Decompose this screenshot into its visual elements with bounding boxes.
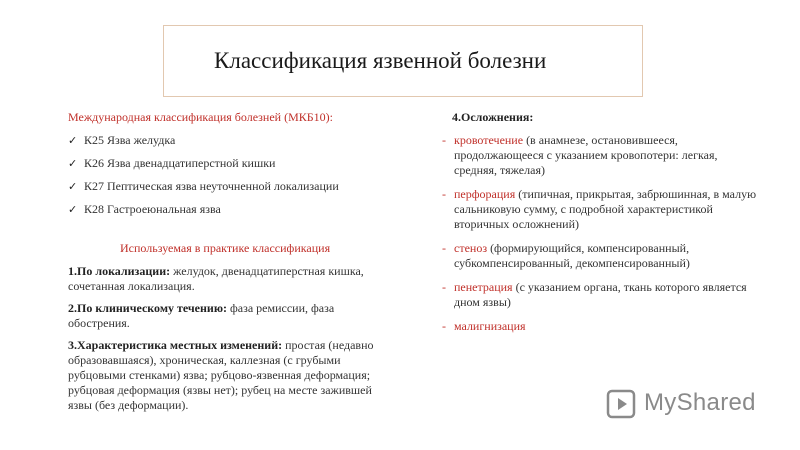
complication-term-bleeding: кровотечение <box>454 133 524 147</box>
clinical-course-paragraph <box>68 301 398 331</box>
list-item <box>68 179 398 194</box>
right-column <box>442 110 762 343</box>
mkb-item-k25: К25 Язва желудка <box>84 133 176 147</box>
title-box <box>163 25 643 97</box>
complication-term-perforation: перфорация <box>454 187 516 201</box>
mkb-item-k26: К26 Язва двенадцатиперстной кишки <box>84 156 276 170</box>
complication-desc-penetration: (с указанием органа, ткань которого является дном язвы) <box>454 280 747 309</box>
complication-desc-perforation: (типичная, прикрытая, забрюшинная, в малую сальниковую сумму, с подробной характеристикой вторичных осложнений) <box>454 187 757 231</box>
play-screen-icon <box>606 389 636 419</box>
complication-term-stenosis: стеноз <box>454 241 488 255</box>
localization-label: 1.По локализации: <box>68 264 171 278</box>
complication-item <box>442 319 762 334</box>
left-column <box>68 110 398 420</box>
checkmark-icon: ✓ <box>68 203 78 216</box>
list-item <box>68 133 398 148</box>
complication-item <box>442 280 762 310</box>
dash-bullet: - <box>442 133 446 147</box>
dash-bullet: - <box>442 280 446 294</box>
complications-heading: 4.Осложнения: <box>452 110 534 124</box>
clinical-course-label: 2.По клиническому течению: <box>68 301 227 315</box>
complication-desc-stenosis: (формирующийся, компенсированный, субкомпенсированный, декомпенсированный) <box>454 241 690 270</box>
practice-heading: Используемая в практике классификация <box>120 241 331 255</box>
local-changes-label: 3.Характеристика местных изменений: <box>68 338 283 352</box>
dash-bullet: - <box>442 241 446 255</box>
mkb-item-k28: К28 Гастроеюнальная язва <box>84 202 221 216</box>
list-item <box>68 202 398 217</box>
watermark-text: MyShared <box>644 389 756 416</box>
complication-item <box>442 133 762 178</box>
complication-term-penetration: пенетрация <box>454 280 513 294</box>
clinical-course-text: фаза ремиссии, фаза обострения. <box>68 301 335 330</box>
checkmark-icon: ✓ <box>68 157 78 170</box>
slide-title: Классификация язвенной болезни <box>214 48 547 73</box>
localization-text: желудок, двенадцатиперстная кишка, сочетанная локализация. <box>68 264 364 293</box>
checkmark-icon: ✓ <box>68 180 78 193</box>
myshared-watermark[interactable] <box>606 386 766 422</box>
mkb-item-k27: К27 Пептическая язва неуточненной локализации <box>84 179 339 193</box>
local-changes-text: простая (недавно образовавшаяся), хроническая, каллезная (с грубыми рубцовыми стенками) язва; рубцово-язвенная деформация; рубцовая деформация (язвы нет); рубец на месте зажившей язвы (без деформации). <box>68 338 374 412</box>
complication-desc-bleeding: (в анамнезе, остановившееся, продолжающееся с указанием кровопотери: легкая, средняя, тяжелая) <box>454 133 718 177</box>
localization-paragraph <box>68 264 398 294</box>
complication-item <box>442 187 762 232</box>
complication-item <box>442 241 762 271</box>
mkb-heading: Международная классификация болезней (МКБ10): <box>68 110 333 124</box>
dash-bullet: - <box>442 319 446 333</box>
mkb-list <box>68 133 398 217</box>
list-item <box>68 156 398 171</box>
local-changes-paragraph <box>68 338 398 413</box>
checkmark-icon: ✓ <box>68 134 78 147</box>
dash-bullet: - <box>442 187 446 201</box>
complication-term-malignization: малигнизация <box>454 319 526 333</box>
